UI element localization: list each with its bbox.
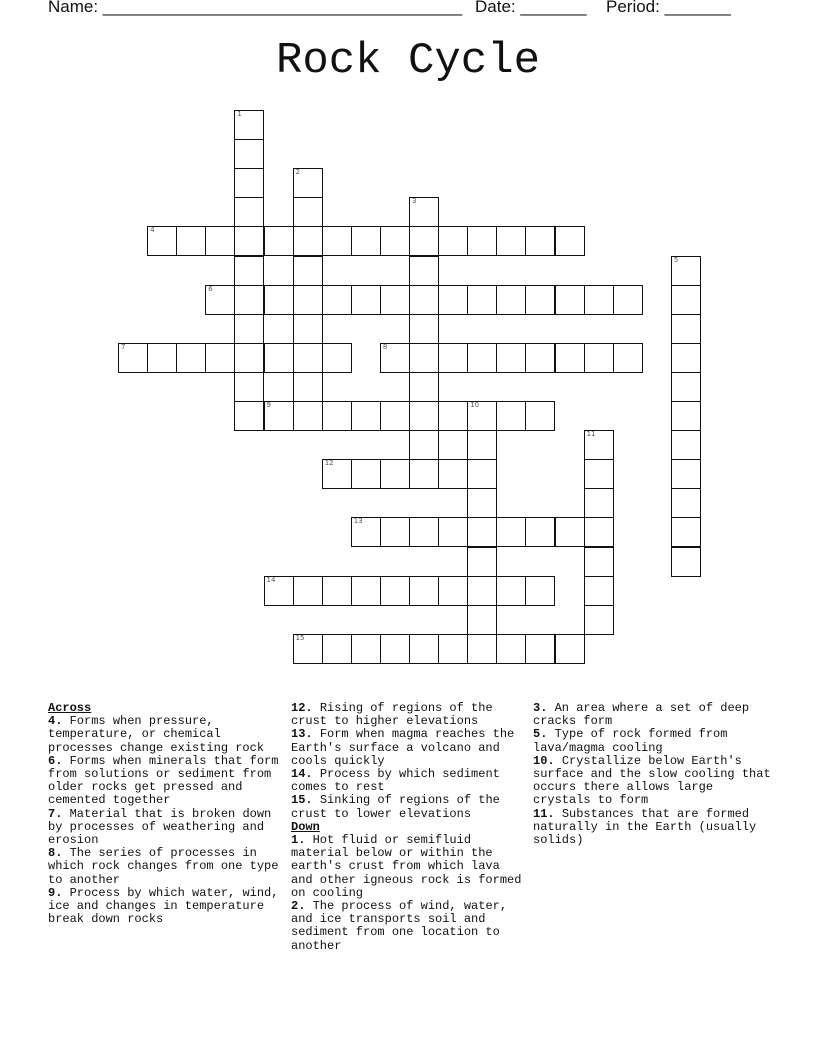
grid-cell[interactable]	[467, 401, 497, 431]
grid-cell[interactable]	[438, 459, 468, 489]
grid-cell[interactable]	[380, 576, 410, 606]
grid-cell[interactable]	[293, 401, 323, 431]
grid-cell[interactable]	[584, 459, 614, 489]
grid-cell[interactable]	[409, 343, 439, 373]
grid-cell[interactable]	[147, 226, 177, 256]
grid-cell[interactable]	[409, 459, 439, 489]
grid-cell[interactable]	[467, 634, 497, 664]
grid-cell[interactable]	[671, 256, 701, 286]
clue-number: 4	[150, 226, 155, 235]
grid-cell[interactable]	[322, 634, 352, 664]
clue-across-15: 15. Sinking of regions of the crust to lower elevations	[291, 793, 500, 821]
clue-number: 15	[295, 633, 305, 642]
grid-cell[interactable]	[293, 285, 323, 315]
grid-cell[interactable]	[438, 634, 468, 664]
clue-number: 5	[673, 255, 679, 264]
grid-cell[interactable]	[351, 459, 381, 489]
grid-cell[interactable]	[351, 226, 381, 256]
grid-cell[interactable]	[467, 343, 497, 373]
grid-cell[interactable]	[234, 343, 264, 373]
grid-cell[interactable]	[496, 401, 526, 431]
clue-number: 3	[412, 197, 417, 206]
clue-number: 11	[586, 430, 596, 439]
grid-cell[interactable]	[351, 576, 381, 606]
grid-cell[interactable]	[147, 343, 177, 373]
grid-cell[interactable]	[322, 343, 352, 373]
clue-number: 13	[353, 517, 363, 526]
grid-cell[interactable]	[467, 547, 497, 577]
grid-cell[interactable]	[671, 547, 701, 577]
grid-cell[interactable]	[205, 226, 235, 256]
grid-cell[interactable]	[234, 139, 264, 169]
grid-cell[interactable]	[322, 285, 352, 315]
grid-cell[interactable]	[234, 168, 264, 198]
grid-cell[interactable]	[438, 517, 468, 547]
grid-cell[interactable]	[234, 285, 264, 315]
clue-number: 1	[237, 110, 242, 118]
grid-cell[interactable]	[671, 285, 701, 315]
grid-cell[interactable]	[234, 197, 264, 227]
grid-cell[interactable]	[409, 197, 439, 227]
grid-cell[interactable]	[467, 576, 497, 606]
grid-cell[interactable]	[380, 343, 410, 373]
grid-cell[interactable]	[584, 576, 614, 606]
clue-across-13: 13. Form when magma reaches the Earth's surface a volcano and cools quickly	[291, 727, 515, 768]
clue-across-9: 9. Process by which water, wind, ice and changes in temperature break down rocks	[48, 885, 279, 927]
grid-cell[interactable]	[525, 343, 555, 373]
grid-cell[interactable]	[467, 605, 497, 635]
clue-number: 12	[324, 459, 334, 468]
clue-across-12: 12. Rising of regions of the crust to higher elevations	[291, 701, 493, 729]
grid-cell[interactable]	[671, 488, 701, 518]
grid-cell[interactable]	[234, 226, 264, 256]
grid-cell[interactable]	[671, 430, 701, 460]
clue-number: 14	[266, 575, 276, 584]
grid-cell[interactable]	[555, 517, 585, 547]
grid-cell[interactable]	[293, 372, 323, 402]
clue-down-11: 11. Substances that are formed naturally in the Earth (usually solids)	[533, 806, 757, 848]
grid-cell[interactable]	[380, 517, 410, 547]
grid-cell[interactable]	[467, 430, 497, 460]
grid-cell[interactable]	[118, 343, 148, 373]
grid-cell[interactable]	[584, 547, 614, 577]
worksheet-header	[0, 0, 816, 19]
clue-number: 9	[266, 401, 271, 409]
clue-down-1: 1. Hot fluid or semifluid material below or within the earth's crust from which lava and other igneous rock is formed on cooling	[291, 833, 522, 900]
grid-cell[interactable]	[409, 372, 439, 402]
clue-column-1	[48, 702, 288, 926]
grid-cell[interactable]	[525, 517, 555, 547]
grid-cell[interactable]	[234, 256, 264, 286]
grid-cell[interactable]	[467, 285, 497, 315]
grid-cell[interactable]	[322, 576, 352, 606]
clue-number: 10	[470, 401, 480, 409]
grid-cell[interactable]	[293, 168, 323, 198]
grid-cell[interactable]	[584, 343, 614, 373]
grid-cell[interactable]	[380, 401, 410, 431]
grid-cell[interactable]	[380, 459, 410, 489]
grid-cell[interactable]	[293, 256, 323, 286]
grid-cell[interactable]	[496, 285, 526, 315]
grid-cell[interactable]	[467, 488, 497, 518]
grid-cell[interactable]	[525, 226, 555, 256]
grid-cell[interactable]	[264, 343, 294, 373]
grid-cell[interactable]	[555, 343, 585, 373]
grid-cell[interactable]	[293, 226, 323, 256]
grid-cell[interactable]	[380, 226, 410, 256]
grid-cell[interactable]	[584, 517, 614, 547]
clue-across-6: 6. Forms when minerals that form from solutions or sediment from older rocks get pressed and cemented together	[48, 753, 279, 808]
grid-cell[interactable]	[351, 401, 381, 431]
grid-cell[interactable]	[322, 459, 352, 489]
grid-cell[interactable]	[409, 285, 439, 315]
grid-cell[interactable]	[525, 401, 555, 431]
grid-cell[interactable]	[584, 285, 614, 315]
grid-cell[interactable]	[205, 285, 235, 315]
grid-cell[interactable]	[467, 226, 497, 256]
grid-cell[interactable]	[409, 314, 439, 344]
grid-cell[interactable]	[293, 197, 323, 227]
clue-down-5: 5. Type of rock formed from lava/magma cooling	[533, 727, 728, 755]
grid-cell[interactable]	[438, 401, 468, 431]
grid-cell[interactable]	[409, 226, 439, 256]
grid-cell[interactable]	[525, 576, 555, 606]
grid-cell[interactable]	[584, 430, 614, 460]
date-label: Date: _______	[475, 0, 587, 16]
grid-cell[interactable]	[293, 314, 323, 344]
grid-cell[interactable]	[671, 314, 701, 344]
grid-cell[interactable]	[380, 634, 410, 664]
clue-across-14: 14. Process by which sediment comes to rest	[291, 767, 500, 795]
grid-cell[interactable]	[438, 576, 468, 606]
grid-cell[interactable]	[409, 576, 439, 606]
grid-cell[interactable]	[555, 634, 585, 664]
grid-cell[interactable]	[264, 285, 294, 315]
grid-cell[interactable]	[613, 285, 643, 315]
grid-cell[interactable]	[584, 605, 614, 635]
grid-cell[interactable]	[264, 226, 294, 256]
grid-cell[interactable]	[293, 634, 323, 664]
clue-across-7: 7. Material that is broken down by processes of weathering and erosion	[48, 806, 272, 848]
grid-cell[interactable]	[496, 343, 526, 373]
grid-cell[interactable]	[351, 517, 381, 547]
grid-cell[interactable]	[438, 226, 468, 256]
grid-cell[interactable]	[234, 372, 264, 402]
grid-cell[interactable]	[322, 226, 352, 256]
grid-cell[interactable]	[438, 343, 468, 373]
grid-cell[interactable]	[205, 343, 235, 373]
across-heading: Across	[48, 701, 92, 715]
grid-cell[interactable]	[234, 110, 264, 140]
grid-cell[interactable]	[438, 285, 468, 315]
grid-cell[interactable]	[293, 576, 323, 606]
grid-cell[interactable]	[293, 343, 323, 373]
grid-cell[interactable]	[351, 285, 381, 315]
grid-cell[interactable]	[584, 488, 614, 518]
grid-cell[interactable]	[409, 634, 439, 664]
clue-column-2	[291, 702, 527, 953]
clue-down-3: 3. An area where a set of deep cracks form	[533, 701, 750, 729]
grid-cell[interactable]	[322, 401, 352, 431]
grid-cell[interactable]	[671, 343, 701, 373]
grid-cell[interactable]	[613, 343, 643, 373]
grid-cell[interactable]	[176, 226, 206, 256]
grid-cell[interactable]	[496, 226, 526, 256]
down-heading: Down	[291, 819, 320, 834]
grid-cell[interactable]	[525, 285, 555, 315]
grid-cell[interactable]	[496, 576, 526, 606]
clue-down-2: 2. The process of wind, water, and ice transports soil and sediment from one location to another	[291, 899, 508, 953]
clue-across-8: 8. The series of processes in which rock changes from one type to another	[48, 846, 279, 887]
clue-column-3	[533, 702, 773, 847]
page-title: Rock Cycle	[275, 36, 541, 86]
clue-across-4: 4. Forms when pressure, temperature, or chemical processes change existing rock	[48, 714, 265, 755]
grid-cell[interactable]	[409, 430, 439, 460]
grid-cell[interactable]	[555, 226, 585, 256]
grid-cell[interactable]	[496, 634, 526, 664]
name-label: Name: ______________________________________	[48, 0, 463, 16]
clue-number: 2	[295, 168, 301, 177]
grid-cell[interactable]	[234, 401, 264, 431]
grid-cell[interactable]	[264, 576, 294, 606]
grid-cell[interactable]	[467, 459, 497, 489]
grid-cell[interactable]	[234, 314, 264, 344]
grid-cell[interactable]	[176, 343, 206, 373]
grid-cell[interactable]	[351, 634, 381, 664]
grid-cell[interactable]	[380, 285, 410, 315]
clue-number: 7	[121, 342, 126, 351]
grid-cell[interactable]	[409, 256, 439, 286]
clue-number: 8	[382, 342, 388, 351]
grid-cell[interactable]	[496, 517, 526, 547]
grid-cell[interactable]	[671, 517, 701, 547]
grid-cell[interactable]	[467, 517, 497, 547]
grid-cell[interactable]	[671, 459, 701, 489]
clue-number: 6	[208, 284, 213, 293]
grid-cell[interactable]	[409, 401, 439, 431]
grid-cell[interactable]	[555, 285, 585, 315]
grid-cell[interactable]	[264, 401, 294, 431]
period-label: Period: _______	[606, 0, 731, 16]
grid-cell[interactable]	[409, 517, 439, 547]
grid-cell[interactable]	[671, 372, 701, 402]
grid-cell[interactable]	[671, 401, 701, 431]
clue-down-10: 10. Crystallize below Earth's surface and the slow cooling that occurs there allows large crystals to form	[533, 753, 771, 808]
grid-cell[interactable]	[525, 634, 555, 664]
